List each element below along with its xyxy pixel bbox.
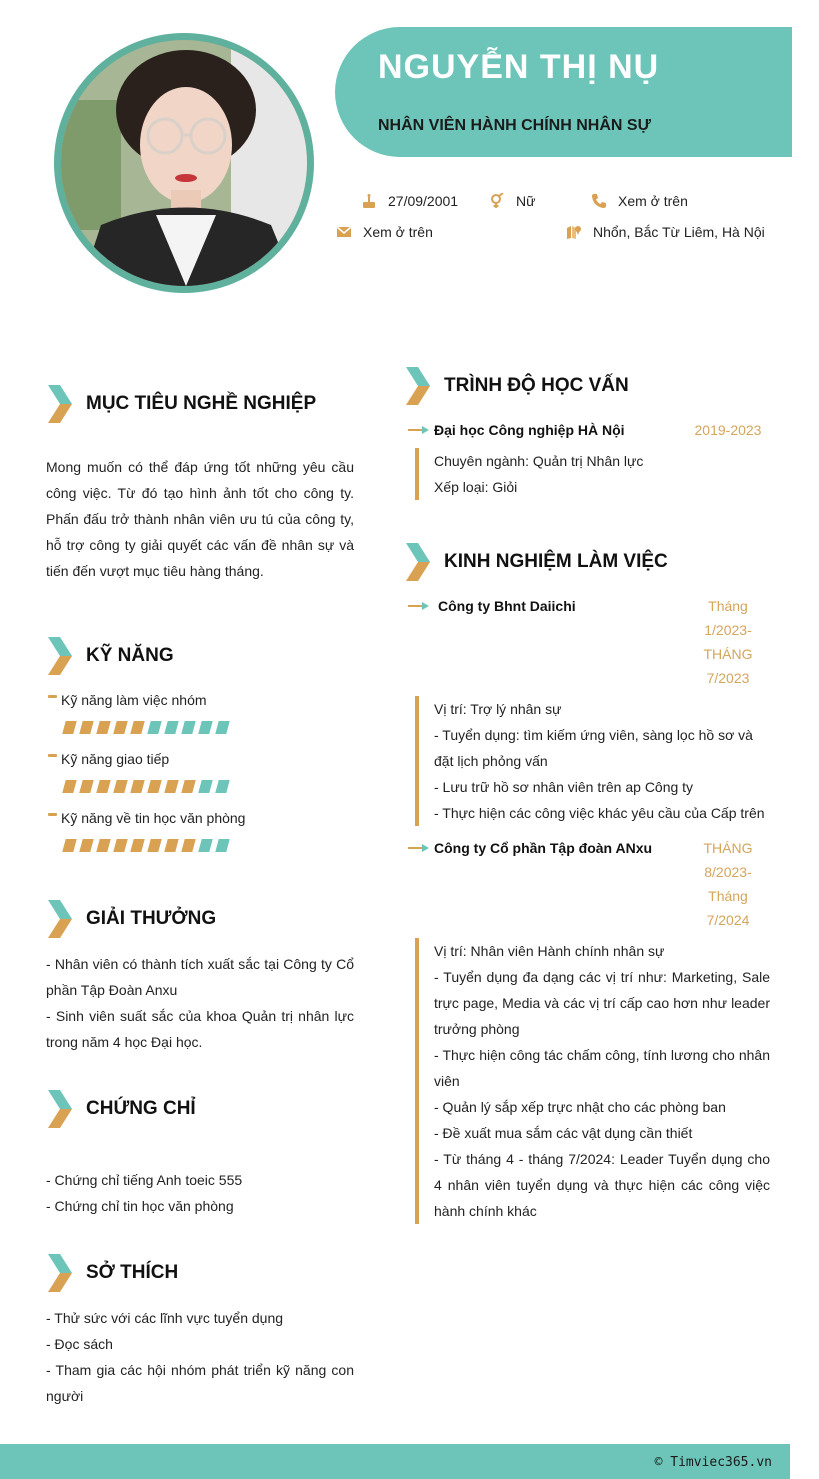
mail-icon — [335, 223, 353, 241]
dash-icon — [48, 695, 57, 698]
timeline-bar — [415, 696, 419, 826]
skill-label — [48, 692, 207, 708]
arrow-icon — [408, 601, 430, 611]
hobbies-text — [46, 1305, 354, 1409]
section-title: KINH NGHIỆM LÀM VIỆC — [444, 551, 668, 572]
job-details — [434, 938, 770, 1224]
certificate-line: - Chứng chỉ tiếng Anh toeic 555 — [46, 1172, 243, 1188]
hobby-line: - Thử sức với các lĩnh vực tuyển dụng — [46, 1310, 284, 1326]
chevron-icon — [46, 383, 74, 425]
award-line: - Sinh viên suất sắc của khoa Quản trị nhân lực trong năm 4 học Đại học. — [46, 1008, 354, 1050]
skill-segment — [96, 721, 110, 734]
job-line: - Thực hiện công tác chấm công, tính lương cho nhân viên — [434, 1047, 770, 1089]
certificate-line: - Chứng chỉ tin học văn phòng — [46, 1198, 234, 1214]
skill-segment — [62, 839, 76, 852]
info-phone — [590, 192, 688, 210]
section-title: KỸ NĂNG — [86, 645, 174, 666]
skill-name: Kỹ năng về tin học văn phòng — [61, 810, 246, 826]
arrow-icon — [408, 843, 430, 853]
job-line: Vị trí: Trợ lý nhân sự — [434, 701, 562, 717]
job-line: - Quản lý sắp xếp trực nhật cho các phòng ban — [434, 1099, 726, 1115]
section-education-heading — [404, 365, 629, 407]
skill-segment — [96, 839, 110, 852]
job-company — [408, 598, 576, 614]
section-hobbies-heading — [46, 1252, 178, 1294]
skill-segment — [130, 839, 144, 852]
date-line: 7/2023 — [706, 670, 750, 686]
date-line: THÁNG — [703, 840, 753, 856]
skill-segment — [79, 721, 93, 734]
skill-segment — [130, 721, 144, 734]
header-band — [335, 27, 792, 157]
chevron-icon — [46, 1252, 74, 1294]
certificates-text — [46, 1167, 354, 1219]
section-certificates-heading — [46, 1088, 196, 1130]
footer-brand: © Timviec365.vn — [654, 1455, 772, 1470]
skill-name: Kỹ năng giao tiếp — [61, 751, 170, 767]
skill-segment — [147, 721, 161, 734]
section-title: SỞ THÍCH — [86, 1262, 179, 1283]
section-title: GIẢI THƯỞNG — [86, 908, 217, 929]
skill-bar — [64, 839, 228, 852]
avatar-photo — [61, 40, 307, 286]
job-line: - Tuyển dụng: tìm kiếm ứng viên, sàng lọc hồ sơ và đặt lịch phỏng vấn — [434, 727, 753, 769]
education-details — [434, 448, 774, 500]
job-dates — [690, 594, 766, 690]
portrait-image — [61, 40, 307, 286]
phone-value: Xem ở trên — [618, 193, 688, 209]
school-name: Đại học Công nghiệp HÀ Nội — [434, 422, 625, 438]
arrow-icon — [408, 425, 430, 435]
skill-segment — [215, 780, 229, 793]
date-line: Tháng — [708, 598, 748, 614]
date-line: THÁNG — [703, 646, 753, 662]
gender-value: Nữ — [516, 193, 536, 209]
objective-text: Mong muốn có thể đáp ứng tốt những yêu cầu công việc. Từ đó tạo hình ảnh tốt cho công ty. Phấn đấu trở thành nhân viên ưu tú của công ty, hỗ trợ công ty giải quyết các vấn đề nhân sự và tiến đến vượt mục tiêu hàng tháng. — [46, 459, 354, 579]
skill-segment — [181, 839, 195, 852]
date-line: 8/2023- — [704, 864, 752, 880]
skill-segment — [79, 780, 93, 793]
skill-segment — [198, 780, 212, 793]
section-experience-heading — [404, 541, 668, 583]
gender-icon — [488, 192, 506, 210]
education-years: 2019-2023 — [694, 422, 762, 438]
skill-segment — [198, 839, 212, 852]
avatar — [54, 33, 314, 293]
chevron-icon — [404, 541, 432, 583]
skill-segment — [181, 721, 195, 734]
skill-label — [48, 751, 169, 767]
candidate-name: NGUYỄN THỊ NỤ — [378, 48, 660, 86]
date-line: 7/2024 — [706, 912, 750, 928]
skill-segment — [164, 780, 178, 793]
skill-bar — [64, 721, 228, 734]
chevron-icon — [46, 1088, 74, 1130]
timeline-bar — [415, 448, 419, 500]
info-gender — [488, 192, 535, 210]
skill-bar — [64, 780, 228, 793]
hobby-line: - Đọc sách — [46, 1336, 113, 1352]
job-line: Vị trí: Nhân viên Hành chính nhân sự — [434, 943, 665, 959]
info-birthday — [360, 192, 458, 210]
skill-segment — [79, 839, 93, 852]
dash-icon — [48, 754, 57, 757]
chevron-icon — [46, 635, 74, 677]
job-line: - Lưu trữ hồ sơ nhân viên trên ap Công ty — [434, 779, 694, 795]
footer-band — [0, 1444, 790, 1479]
chevron-icon — [404, 365, 432, 407]
job-line: - Thực hiện các công việc khác yêu cầu của Cấp trên — [434, 805, 765, 821]
birthday-value: 27/09/2001 — [388, 193, 459, 209]
section-objective-heading — [46, 383, 316, 425]
email-value: Xem ở trên — [363, 224, 433, 240]
section-title: TRÌNH ĐỘ HỌC VẤN — [444, 375, 629, 396]
skill-segment — [130, 780, 144, 793]
section-awards-heading — [46, 898, 216, 940]
job-company — [408, 840, 652, 856]
section-skills-heading — [46, 635, 174, 677]
job-details — [434, 696, 770, 826]
company-name: Công ty Cổ phần Tập đoàn ANxu — [434, 840, 653, 856]
info-address — [565, 223, 765, 241]
phone-icon — [590, 192, 608, 210]
skill-segment — [147, 780, 161, 793]
skill-segment — [215, 721, 229, 734]
date-line: 1/2023- — [704, 622, 752, 638]
award-line: - Nhân viên có thành tích xuất sắc tại Công ty Cổ phần Tập Đoàn Anxu — [46, 956, 354, 998]
job-title: NHÂN VIÊN HÀNH CHÍNH NHÂN SỰ — [378, 117, 651, 134]
job-line: - Đề xuất mua sắm các vật dụng cần thiết — [434, 1125, 693, 1141]
section-title: MỤC TIÊU NGHỀ NGHIỆP — [86, 393, 317, 414]
cake-icon — [360, 192, 378, 210]
chevron-icon — [46, 898, 74, 940]
skill-name: Kỹ năng làm việc nhóm — [61, 692, 207, 708]
skill-segment — [113, 780, 127, 793]
education-line: Xếp loại: Giỏi — [434, 479, 518, 495]
company-name: Công ty Bhnt Daiichi — [438, 598, 576, 614]
map-pin-icon — [565, 223, 583, 241]
skill-segment — [62, 721, 76, 734]
date-line: Tháng — [708, 888, 748, 904]
education-school — [408, 422, 625, 438]
job-line: - Từ tháng 4 - tháng 7/2024: Leader Tuyển dụng cho 4 nhân viên tuyển dụng và thực hiện các công việc hành chính khác — [434, 1151, 770, 1219]
skill-segment — [62, 780, 76, 793]
skill-segment — [113, 839, 127, 852]
skill-segment — [113, 721, 127, 734]
education-line: Chuyên ngành: Quản trị Nhân lực — [434, 453, 644, 469]
skill-segment — [96, 780, 110, 793]
job-line: - Tuyển dụng đa dạng các vị trí như: Marketing, Sale trực page, Media và các vị trí cấp cao hơn như leader trưởng phòng — [434, 969, 770, 1037]
skill-segment — [164, 839, 178, 852]
skill-segment — [181, 780, 195, 793]
dash-icon — [48, 813, 57, 816]
skill-segment — [164, 721, 178, 734]
skill-segment — [198, 721, 212, 734]
info-email — [335, 223, 433, 241]
skill-segment — [215, 839, 229, 852]
hobby-line: - Tham gia các hội nhóm phát triển kỹ năng con người — [46, 1362, 354, 1404]
address-value: Nhổn, Bắc Từ Liêm, Hà Nội — [593, 224, 765, 240]
timeline-bar — [415, 938, 419, 1224]
job-dates — [690, 836, 766, 932]
skill-label — [48, 810, 245, 826]
awards-text — [46, 951, 354, 1055]
skill-segment — [147, 839, 161, 852]
section-title: CHỨNG CHỈ — [86, 1098, 196, 1119]
